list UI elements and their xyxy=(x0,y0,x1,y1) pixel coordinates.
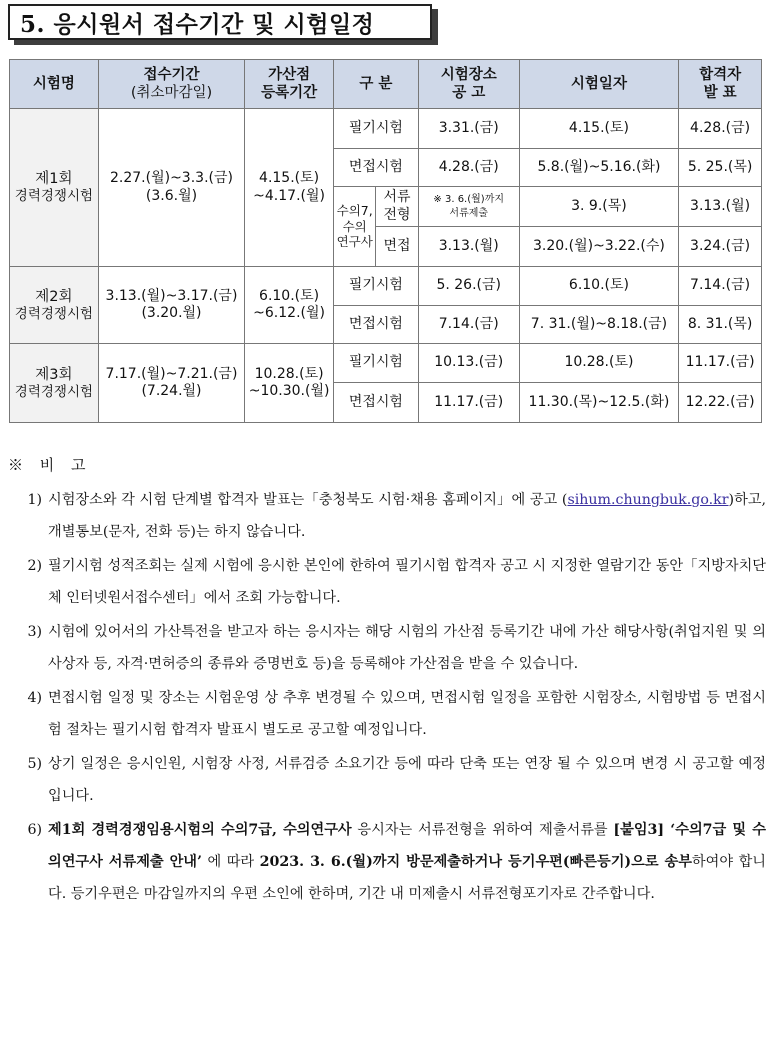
note-item xyxy=(8,748,766,812)
round2-interview-label: 면접시험 xyxy=(333,306,418,344)
round1-doc-venue: ※ 3. 6.(월)까지 서류제출 xyxy=(418,187,519,227)
round1-doc-result: 3.13.(월) xyxy=(679,187,762,227)
round1-interview-date: 5.8.(월)~5.16.(화) xyxy=(519,149,678,187)
note-item xyxy=(8,550,766,614)
round2-interview-date: 7. 31.(월)~8.18.(금) xyxy=(519,306,678,344)
round2-reception: 3.13.(월)~3.17.(금) (3.20.월) xyxy=(98,267,244,344)
note-number: 4) xyxy=(27,690,42,706)
round1-written-label: 필기시험 xyxy=(333,109,418,149)
round3-written-result: 11.17.(금) xyxy=(679,344,762,383)
table-row xyxy=(10,267,762,306)
section-title-box xyxy=(8,4,432,40)
round1-interview-result: 5. 25.(목) xyxy=(679,149,762,187)
homepage-link[interactable]: sihum.chungbuk.go.kr xyxy=(567,492,729,508)
round2-name: 제2회 경력경쟁시험 xyxy=(10,267,99,344)
round1-special-interview-date: 3.20.(월)~3.22.(수) xyxy=(519,227,678,267)
note-number: 1) xyxy=(27,492,42,508)
note-number: 2) xyxy=(27,558,42,574)
remarks-section xyxy=(8,454,766,912)
round3-interview-venue: 11.17.(금) xyxy=(418,383,519,423)
header-venue: 시험장소 공 고 xyxy=(418,60,519,109)
round1-name: 제1회 경력경쟁시험 xyxy=(10,109,99,267)
round3-interview-result: 12.22.(금) xyxy=(679,383,762,423)
round2-written-result: 7.14.(금) xyxy=(679,267,762,306)
round3-written-venue: 10.13.(금) xyxy=(418,344,519,383)
note-text: 면접시험 일정 및 장소는 시험운영 상 추후 변경될 수 있으며, 면접시험 일정을 포함한 시험장소, 시험방법 등 면접시험 절차는 필기시험 합격자 발표시 별도로 공고할 예정입니다. xyxy=(48,690,766,738)
header-category: 구 분 xyxy=(333,60,418,109)
round3-written-date: 10.28.(토) xyxy=(519,344,678,383)
round2-interview-result: 8. 31.(목) xyxy=(679,306,762,344)
round1-written-result: 4.28.(금) xyxy=(679,109,762,149)
header-result: 합격자 발 표 xyxy=(679,60,762,109)
round1-special-interview-label: 면접 xyxy=(376,227,418,267)
section-title: 5. 응시원서 접수기간 및 시험일정 xyxy=(20,10,375,38)
round1-written-date: 4.15.(토) xyxy=(519,109,678,149)
round1-written-venue: 3.31.(금) xyxy=(418,109,519,149)
table-row xyxy=(10,344,762,383)
note-item xyxy=(8,484,766,548)
round3-interview-label: 면접시험 xyxy=(333,383,418,423)
round3-written-label: 필기시험 xyxy=(333,344,418,383)
note-text: 시험에 있어서의 가산특전을 받고자 하는 응시자는 해당 시험의 가산점 등록기간 내에 가산 해당사항(취업지원 및 의사상자 등, 자격·면허증의 종류와 증명번호 등)을 등록해야 가산점을 받을 수 있습니다. xyxy=(48,624,766,672)
round1-doc-date: 3. 9.(목) xyxy=(519,187,678,227)
note-item xyxy=(8,682,766,746)
round1-special-interview-result: 3.24.(금) xyxy=(679,227,762,267)
note-text: 필기시험 성적조회는 실제 시험에 응시한 본인에 한하여 필기시험 합격자 공고 시 지정한 열람기간 동안「지방자치단체 인터넷원서접수센터」에서 조회 가능합니다. xyxy=(48,558,766,606)
header-date: 시험일자 xyxy=(519,60,678,109)
note-text: 제1회 경력경쟁임용시험의 수의7급, 수의연구사 응시자는 서류전형을 위하여 제출서류를 [붙임3] ‘수의7급 및 수의연구사 서류제출 안내’ 에 따라 2023. 3. 6.(월)까지 방문제출하거나 등기우편(빠른등기)으로 송부하여야 합니다. 등기우편은 마감일까지의 우편 소인에 한하며, 기간 내 미제출시 서류전형포기자로 간주합니다. xyxy=(48,822,766,902)
round1-doc-label: 서류 전형 xyxy=(376,187,418,227)
note-number: 5) xyxy=(27,756,42,772)
round2-written-date: 6.10.(토) xyxy=(519,267,678,306)
header-bonus: 가산점 등록기간 xyxy=(245,60,334,109)
note-number: 3) xyxy=(27,624,42,640)
note-item xyxy=(8,814,766,910)
round1-bonus: 4.15.(토) ~4.17.(월) xyxy=(245,109,334,267)
note-text: 시험장소와 각 시험 단계별 합격자 발표는「충청북도 시험·채용 홈페이지」에 공고 (sihum.chungbuk.go.kr)하고, 개별통보(문자, 전화 등)는 하지 않습니다. xyxy=(48,492,766,540)
round1-interview-venue: 4.28.(금) xyxy=(418,149,519,187)
round1-interview-label: 면접시험 xyxy=(333,149,418,187)
table-row xyxy=(10,109,762,149)
round2-interview-venue: 7.14.(금) xyxy=(418,306,519,344)
note-item xyxy=(8,616,766,680)
round3-reception: 7.17.(월)~7.21.(금) (7.24.월) xyxy=(98,344,244,423)
round2-written-label: 필기시험 xyxy=(333,267,418,306)
remarks-heading: ※ 비 고 xyxy=(8,456,92,474)
header-reception: 접수기간 (취소마감일) xyxy=(98,60,244,109)
round1-reception: 2.27.(월)~3.3.(금) (3.6.월) xyxy=(98,109,244,267)
round1-special-label: 수의7, 수의 연구사 xyxy=(333,187,375,267)
header-exam: 시험명 xyxy=(10,60,99,109)
round2-written-venue: 5. 26.(금) xyxy=(418,267,519,306)
note-text: 상기 일정은 응시인원, 시험장 사정, 서류검증 소요기간 등에 따라 단축 또는 연장 될 수 있으며 변경 시 공고할 예정입니다. xyxy=(48,756,766,804)
round1-special-interview-venue: 3.13.(월) xyxy=(418,227,519,267)
round3-name: 제3회 경력경쟁시험 xyxy=(10,344,99,423)
note-number: 6) xyxy=(27,822,42,838)
round2-bonus: 6.10.(토) ~6.12.(월) xyxy=(245,267,334,344)
table-header-row xyxy=(10,60,762,109)
round3-interview-date: 11.30.(목)~12.5.(화) xyxy=(519,383,678,423)
exam-schedule-table xyxy=(9,59,762,423)
round3-bonus: 10.28.(토) ~10.30.(월) xyxy=(245,344,334,423)
